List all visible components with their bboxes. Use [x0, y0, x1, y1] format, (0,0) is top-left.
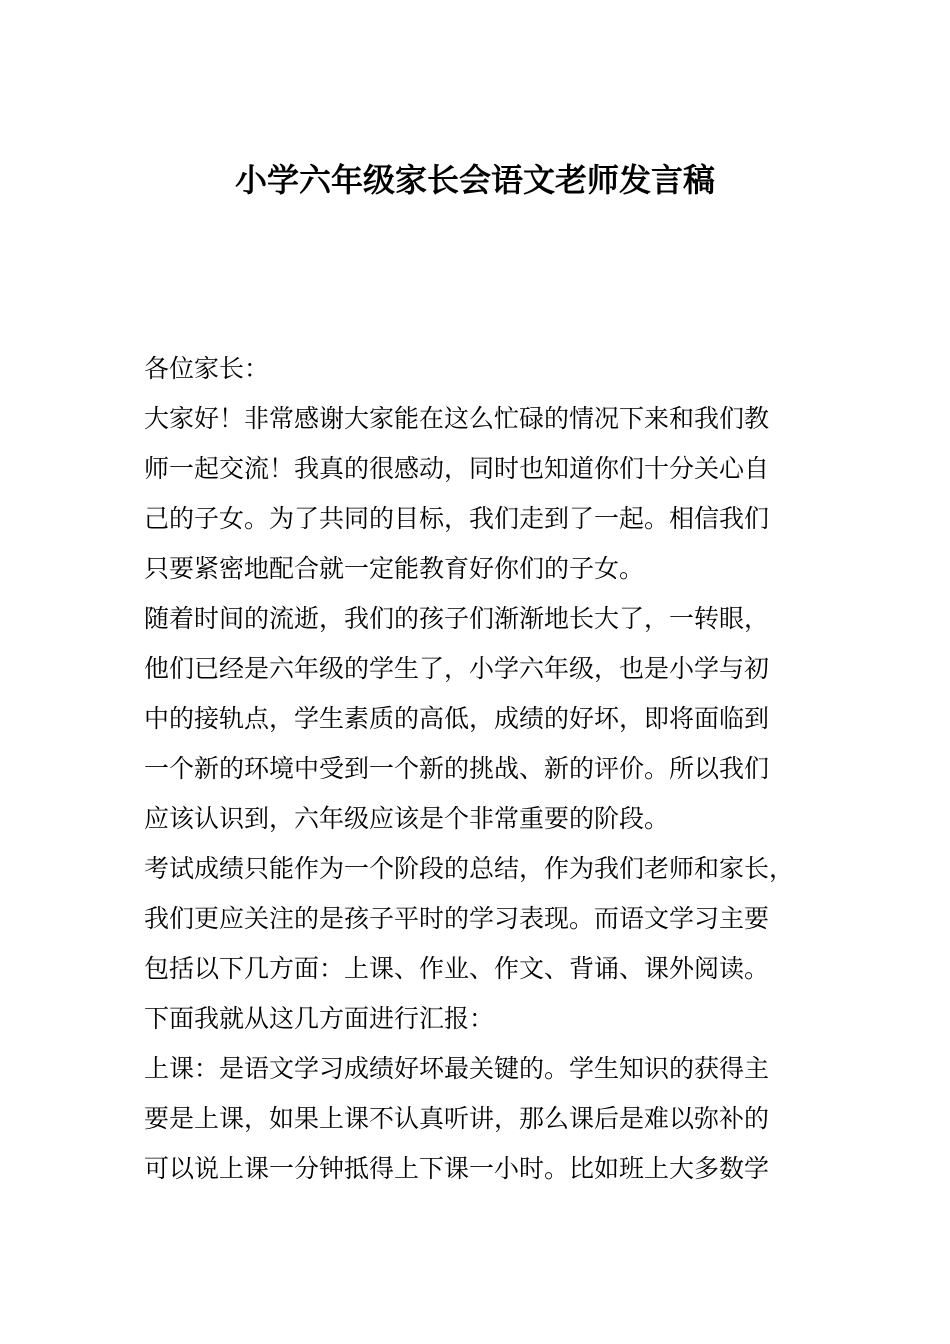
body-line: 上课：是语文学习成绩好坏最关键的。学生知识的获得主 — [144, 1054, 770, 1083]
body-line: 大家好！非常感谢大家能在这么忙碌的情况下来和我们教 — [144, 404, 770, 433]
body-line: 师一起交流！我真的很感动，同时也知道你们十分关心自 — [144, 454, 770, 483]
body-line: 中的接轨点，学生素质的高低，成绩的好坏，即将面临到 — [144, 704, 770, 733]
body-line: 己的子女。为了共同的目标，我们走到了一起。相信我们 — [144, 504, 770, 533]
body-line: 应该认识到，六年级应该是个非常重要的阶段。 — [144, 804, 670, 833]
body-line: 我们更应关注的是孩子平时的学习表现。而语文学习主要 — [144, 904, 770, 933]
body-line: 下面我就从这几方面进行汇报： — [144, 1004, 495, 1033]
body-line: 只要紧密地配合就一定能教育好你们的子女。 — [144, 554, 645, 583]
document-title: 小学六年级家长会语文老师发言稿 — [234, 161, 715, 199]
body-line: 包括以下几方面：上课、作业、作文、背诵、课外阅读。 — [144, 954, 770, 983]
body-line: 要是上课，如果上课不认真听讲，那么课后是难以弥补的 — [144, 1104, 770, 1133]
body-line: 他们已经是六年级的学生了，小学六年级，也是小学与初 — [144, 654, 770, 683]
document-body — [144, 344, 844, 1194]
body-line: 各位家长： — [144, 354, 270, 383]
body-line: 考试成绩只能作为一个阶段的总结，作为我们老师和家长， — [144, 854, 795, 883]
body-line: 可以说上课一分钟抵得上下课一小时。比如班上大多数学 — [144, 1154, 770, 1183]
body-line: 随着时间的流逝，我们的孩子们渐渐地长大了，一转眼， — [144, 604, 770, 633]
body-line: 一个新的环境中受到一个新的挑战、新的评价。所以我们 — [144, 754, 770, 783]
